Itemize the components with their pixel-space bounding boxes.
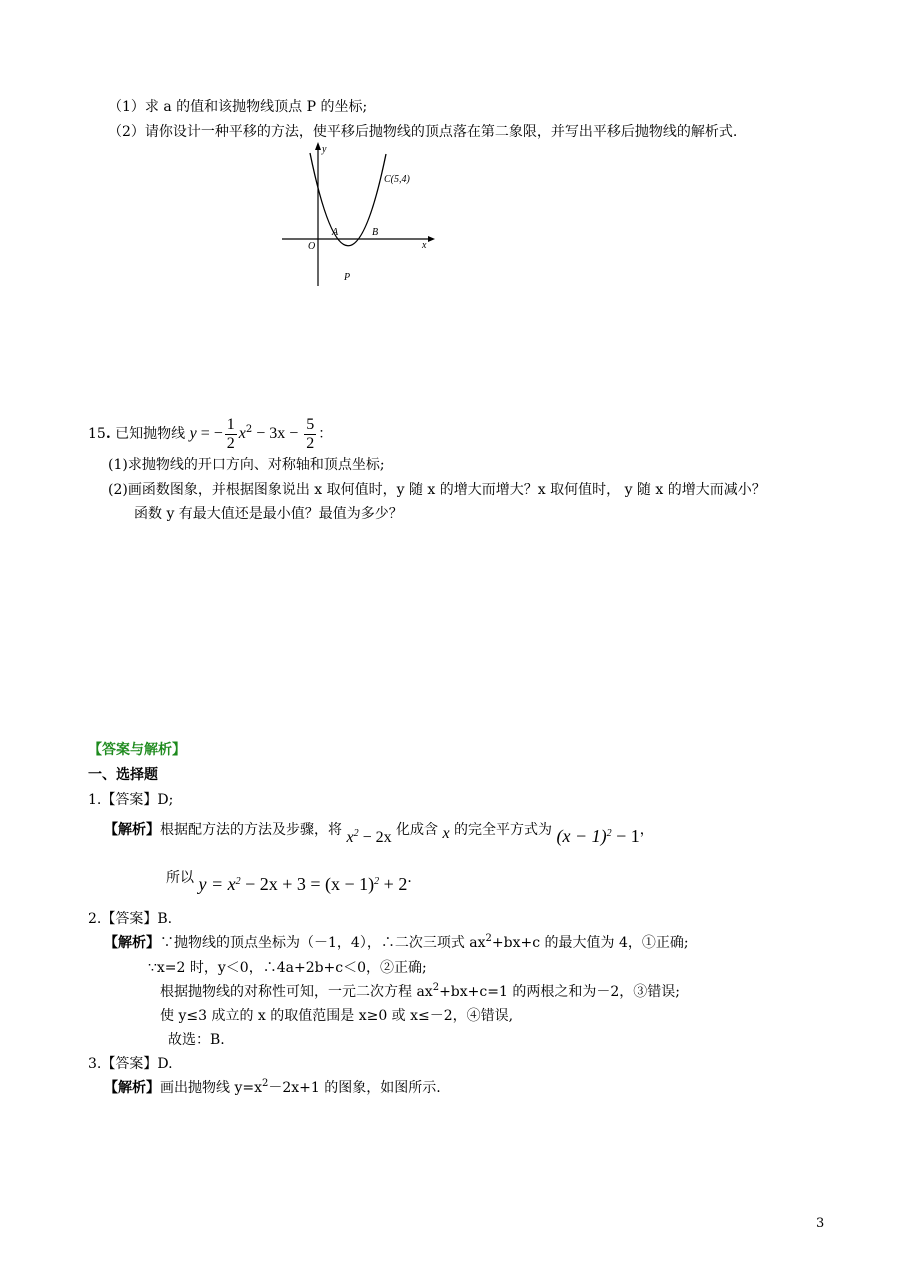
- answer-2-line3: 根据抛物线的对称性可知，一元二次方程 $ax^2+bx+c=1$ 的两根之和为－2，③错误;: [160, 982, 680, 1000]
- answer-1-line2: [166, 862, 421, 892]
- answer-1-text1: 根据配方法的方法及步骤，将: [160, 822, 342, 838]
- answer-1-expr3: $(x - 1)^2 - 1$: [556, 826, 640, 846]
- answer-1-text4: ，: [639, 822, 654, 838]
- q15-eq-y: y: [189, 425, 197, 442]
- answer-2-label: 2.【答案】B.: [88, 911, 173, 927]
- q15-frac1-num: 1: [226, 415, 235, 433]
- answer-2-line5: 故选：B.: [168, 1032, 225, 1048]
- answer-2-line4: 使 y≤3 成立的 x 的取值范围是 x≥0 或 x≤－2，④错误,: [160, 1008, 514, 1024]
- answers-heading: 【答案与解析】: [88, 742, 186, 758]
- q15-eq-x2: x: [238, 425, 246, 442]
- q15-frac1: [225, 416, 237, 453]
- q15-frac1-den: 2: [226, 434, 235, 452]
- q15-statement: 15. 已知抛物线 y = − $\frac{1}{2}$ $x^2 - 3x$ − $\frac{5}{2}$ ：: [88, 415, 333, 452]
- point-c-label: C(5,4): [384, 174, 410, 185]
- section-choice-questions: 一、选择题: [88, 767, 158, 783]
- page-number: 3: [816, 1216, 825, 1231]
- origin-label: O: [308, 241, 316, 252]
- x-axis-label: x: [422, 240, 427, 251]
- answer-2-analysis-line1: 【解析】∵抛物线的顶点坐标为（－1，4），∴二次三项式 $ax^2+bx+c$ 的最大值为 4，①正确;: [104, 933, 689, 951]
- answer-3-analysis-tag: 【解析】: [104, 1080, 160, 1096]
- answer-1-analysis-tag: 【解析】: [104, 822, 160, 838]
- answer-3-label: 3.【答案】D.: [88, 1056, 173, 1072]
- answer-1-expr2: x: [442, 825, 450, 842]
- point-p-label: P: [344, 272, 351, 283]
- x-axis-arrow: [428, 236, 435, 242]
- y-axis-arrow: [315, 142, 321, 150]
- answer-1-analysis: [104, 814, 654, 844]
- q15-eq-mid: − 3x −: [252, 425, 303, 442]
- answer-1-line2-expr: $y = x^2 - 2x + 3 = (x - 1)^2 + 2$: [198, 874, 408, 894]
- answer-1-line2-prefix: 所以: [166, 870, 194, 886]
- answer-2-analysis-tag: 【解析】: [104, 935, 160, 951]
- q15-number: 15: [88, 426, 106, 442]
- point-a-label: A: [332, 227, 339, 238]
- q15-prefix: 已知抛物线: [115, 426, 186, 442]
- answer-1-label: 1.【答案】D;: [88, 792, 174, 808]
- q15-eq-eq: = −: [196, 425, 223, 442]
- q14-part2: （2）请你设计一种平移的方法，使平移后抛物线的顶点落在第二象限，并写出平移后抛物线的解析式.: [108, 124, 738, 140]
- answer-1-expr1: $x^2 - 2x$: [346, 828, 392, 846]
- point-b-label: B: [372, 227, 379, 238]
- q15-part1: (1)求抛物线的开口方向、对称轴和顶点坐标;: [108, 457, 385, 473]
- q15-frac2: [304, 416, 316, 453]
- parabola-figure: [270, 138, 440, 290]
- q15-frac2-num: 5: [306, 415, 315, 433]
- answer-1-line2-end: ．: [407, 870, 422, 886]
- q15-frac2-den: 2: [306, 434, 315, 452]
- answer-3-analysis: 【解析】画出抛物线 $y=x^2-2x+1$ 的图象，如图所示.: [104, 1078, 441, 1096]
- y-axis-label: y: [322, 144, 327, 155]
- q15-eq-sq: 2: [245, 424, 253, 435]
- answer-1-text2: 化成含: [391, 822, 443, 838]
- q15-part2b: 函数 y 有最大值还是最小值？最值为多少？: [134, 506, 403, 522]
- answer-1-text3: 的完全平方式为: [449, 822, 553, 838]
- answer-2-line2: ∵x=2 时，y＜0，∴4a+2b+c＜0，②正确;: [148, 960, 427, 976]
- q15-part2: (2)画函数图象，并根据图象说出 x 取何值时，y 随 x 的增大而增大？x 取何值时， y 随 x 的增大而减小？: [108, 482, 766, 498]
- q14-part1: （1）求 a 的值和该抛物线顶点 P 的坐标;: [108, 99, 368, 115]
- q15-suffix: ：: [318, 426, 333, 442]
